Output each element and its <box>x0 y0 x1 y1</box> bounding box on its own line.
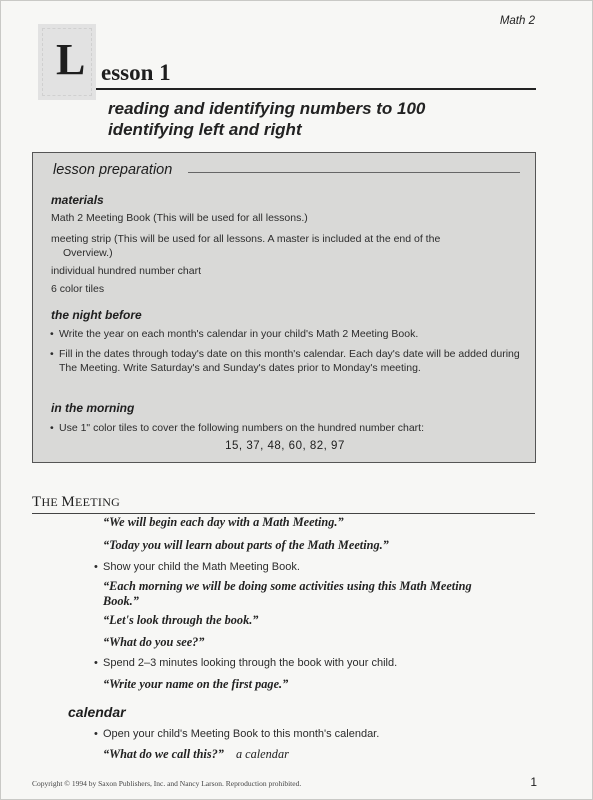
morning-heading: in the morning <box>51 401 135 415</box>
lesson-subtitle <box>108 98 425 140</box>
subtitle-line-1: reading and identifying numbers to 100 <box>108 99 426 118</box>
bullet-text: Fill in the dates through today's date on this month's calendar. Each day's date will be added during The Meeting. Write Saturday's and Sunday's dates prior to Monday's meeting. <box>59 348 520 374</box>
bullet-icon: • <box>94 657 98 669</box>
bullet-icon: • <box>50 348 54 360</box>
meeting-title-rule <box>32 513 535 514</box>
material-item: Math 2 Meeting Book (This will be used for all lessons.) <box>51 212 308 224</box>
calendar-heading: calendar <box>68 704 126 720</box>
preparation-title: lesson preparation <box>53 162 173 178</box>
title-small-caps: EETING <box>75 495 121 509</box>
bullet-text: Spend 2–3 minutes looking through the book with your child. <box>103 657 398 669</box>
bullet-icon: • <box>50 328 54 340</box>
meeting-bullet <box>94 656 397 670</box>
bullet-text: Use 1" color tiles to cover the following numbers on the hundred number chart: <box>59 422 425 434</box>
calendar-bullet <box>94 727 379 741</box>
material-item: individual hundred number chart <box>51 265 202 277</box>
bullet-text: Open your child's Meeting Book to this month's calendar. <box>103 728 380 740</box>
teacher-quote: “Let's look through the book.” <box>103 613 259 627</box>
teacher-quote: “We will begin each day with a Math Meeting.” <box>103 515 344 529</box>
bullet-icon: • <box>94 561 98 573</box>
meeting-section-title <box>32 494 120 511</box>
subtitle-line-2: identifying left and right <box>108 120 302 139</box>
teacher-quote: “Write your name on the first page.” <box>103 677 289 691</box>
teacher-quote: “What do you see?” <box>103 635 205 649</box>
page-number: 1 <box>530 775 537 789</box>
quote-text: “What do we call this?” <box>103 747 224 761</box>
bullet-icon: • <box>94 728 98 740</box>
material-item: meeting strip (This will be used for all lessons. A master is included at the end of the <box>51 233 441 245</box>
material-item-continued: Overview.) <box>63 247 113 259</box>
teacher-quote <box>103 579 472 609</box>
course-label: Math 2 <box>499 15 535 27</box>
quote-line: Book.” <box>103 594 139 608</box>
material-item: 6 color tiles <box>51 283 105 295</box>
lesson-preparation-box <box>32 152 536 463</box>
bullet-text: Write the year on each month's calendar in your child's Math 2 Meeting Book. <box>59 328 419 340</box>
teacher-quote <box>103 747 289 762</box>
night-before-bullet <box>49 327 524 341</box>
numbers-to-cover: 15, 37, 48, 60, 82, 97 <box>225 440 345 452</box>
quote-line: “Each morning we will be doing some activities using this Math Meeting <box>103 579 472 593</box>
night-before-heading: the night before <box>51 308 142 322</box>
meeting-bullet <box>94 560 300 574</box>
copyright-footer: Copyright © 1994 by Saxon Publishers, Inc. and Nancy Larson. Reproduction prohibited. <box>32 779 302 788</box>
bullet-icon: • <box>50 422 54 434</box>
title-small-caps: HE <box>41 495 62 509</box>
morning-bullet <box>49 421 524 435</box>
lesson-initial: L <box>56 35 86 84</box>
expected-answer: a calendar <box>235 747 289 761</box>
preparation-title-rule <box>188 172 520 173</box>
title-cap: M <box>61 494 76 510</box>
lesson-title: esson 1 <box>101 60 171 85</box>
title-rule <box>96 88 536 90</box>
title-cap: T <box>32 494 42 510</box>
bullet-text: Show your child the Math Meeting Book. <box>103 561 300 573</box>
materials-heading: materials <box>51 193 104 207</box>
teacher-quote: “Today you will learn about parts of the Math Meeting.” <box>103 538 389 552</box>
night-before-bullet <box>49 347 524 375</box>
